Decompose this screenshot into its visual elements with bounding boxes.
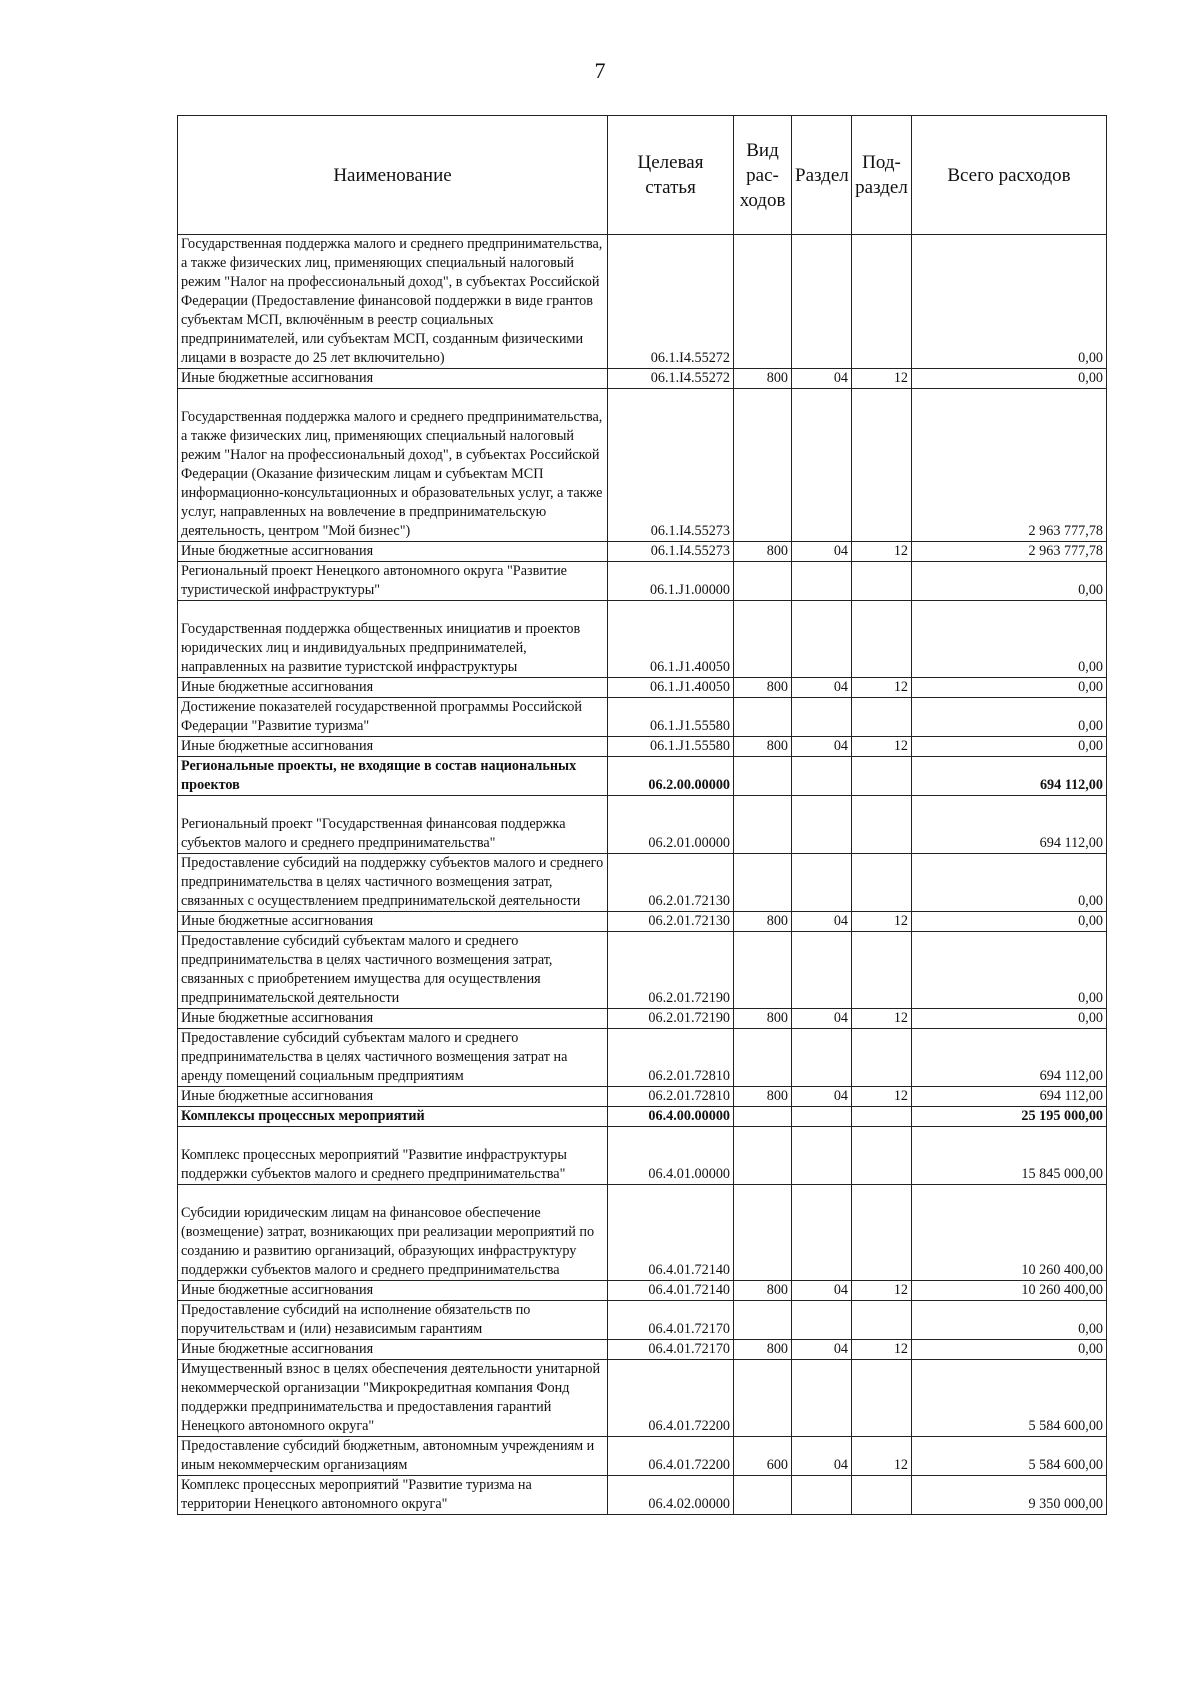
cell-name: Комплекс процессных мероприятий "Развитие инфраструктуры поддержки субъектов малого и среднего предпринимательства" bbox=[178, 1127, 608, 1185]
cell-expense-kind bbox=[734, 854, 792, 912]
cell-total: 15 845 000,00 bbox=[912, 1127, 1107, 1185]
cell-expense-kind: 600 bbox=[734, 1437, 792, 1476]
cell-expense-kind: 800 bbox=[734, 369, 792, 389]
table-row bbox=[178, 1476, 1107, 1515]
cell-expense-kind: 800 bbox=[734, 1340, 792, 1360]
table-row bbox=[178, 389, 1107, 542]
table-row bbox=[178, 678, 1107, 698]
cell-section bbox=[792, 854, 852, 912]
cell-section: 04 bbox=[792, 1437, 852, 1476]
cell-target-code: 06.2.00.00000 bbox=[608, 757, 734, 796]
cell-total: 0,00 bbox=[912, 1009, 1107, 1029]
table-row bbox=[178, 796, 1107, 854]
cell-name: Государственная поддержка малого и среднего предпринимательства, а также физических лиц, применяющих специальный налоговый режим "Налог на профессиональный доход", в субъектах Российской Федерации (Предоставление финансовой поддержки в виде грантов субъектам МСП, включённым в реестр социальных предпринимателей, или субъектам МСП, созданным физическими лицами в возрасте до 25 лет включительно) bbox=[178, 235, 608, 369]
cell-section bbox=[792, 235, 852, 369]
cell-expense-kind: 800 bbox=[734, 912, 792, 932]
cell-total: 0,00 bbox=[912, 235, 1107, 369]
cell-expense-kind: 800 bbox=[734, 678, 792, 698]
cell-section bbox=[792, 389, 852, 542]
cell-total: 694 112,00 bbox=[912, 1029, 1107, 1087]
cell-total: 0,00 bbox=[912, 932, 1107, 1009]
cell-name: Региональный проект Ненецкого автономного округа "Развитие туристической инфраструктуры" bbox=[178, 562, 608, 601]
cell-target-code: 06.4.02.00000 bbox=[608, 1476, 734, 1515]
cell-section bbox=[792, 1301, 852, 1340]
cell-name: Иные бюджетные ассигнования bbox=[178, 737, 608, 757]
cell-subsection bbox=[852, 854, 912, 912]
cell-section bbox=[792, 1107, 852, 1127]
cell-name: Комплекс процессных мероприятий "Развитие туризма на территории Ненецкого автономного округа" bbox=[178, 1476, 608, 1515]
cell-section: 04 bbox=[792, 542, 852, 562]
cell-target-code: 06.2.01.72190 bbox=[608, 932, 734, 1009]
cell-section: 04 bbox=[792, 1340, 852, 1360]
cell-target-code: 06.4.01.72170 bbox=[608, 1301, 734, 1340]
cell-total: 0,00 bbox=[912, 737, 1107, 757]
cell-total: 0,00 bbox=[912, 698, 1107, 737]
cell-subsection bbox=[852, 1029, 912, 1087]
table-row bbox=[178, 1360, 1107, 1437]
cell-section: 04 bbox=[792, 1281, 852, 1301]
cell-section: 04 bbox=[792, 912, 852, 932]
cell-target-code: 06.2.01.72810 bbox=[608, 1087, 734, 1107]
table-row bbox=[178, 912, 1107, 932]
header-target: Целевая статья bbox=[608, 116, 734, 235]
cell-subsection: 12 bbox=[852, 542, 912, 562]
cell-total: 10 260 400,00 bbox=[912, 1185, 1107, 1281]
cell-expense-kind: 800 bbox=[734, 1281, 792, 1301]
cell-subsection bbox=[852, 1360, 912, 1437]
table-row bbox=[178, 1087, 1107, 1107]
cell-name: Иные бюджетные ассигнования bbox=[178, 542, 608, 562]
cell-expense-kind bbox=[734, 1127, 792, 1185]
cell-expense-kind bbox=[734, 562, 792, 601]
table-row bbox=[178, 1185, 1107, 1281]
table-row bbox=[178, 1340, 1107, 1360]
cell-total: 0,00 bbox=[912, 369, 1107, 389]
cell-subsection bbox=[852, 1476, 912, 1515]
header-name: Наименование bbox=[178, 116, 608, 235]
header-subsection: Под- раздел bbox=[852, 116, 912, 235]
cell-name: Имущественный взнос в целях обеспечения деятельности унитарной некоммерческой организации "Микрокредитная компания Фонд поддержки предпринимательства и предоставления гарантий Ненецкого автономного округа" bbox=[178, 1360, 608, 1437]
cell-section bbox=[792, 1127, 852, 1185]
cell-target-code: 06.4.01.72170 bbox=[608, 1340, 734, 1360]
cell-total: 5 584 600,00 bbox=[912, 1360, 1107, 1437]
cell-name: Комплексы процессных мероприятий bbox=[178, 1107, 608, 1127]
header-total: Всего расходов bbox=[912, 116, 1107, 235]
cell-subsection bbox=[852, 1185, 912, 1281]
cell-name: Предоставление субсидий на поддержку субъектов малого и среднего предпринимательства в целях частичного возмещения затрат, связанных с осуществлением предпринимательской деятельности bbox=[178, 854, 608, 912]
cell-target-code: 06.2.01.00000 bbox=[608, 796, 734, 854]
table-row bbox=[178, 1009, 1107, 1029]
cell-total: 0,00 bbox=[912, 912, 1107, 932]
table-row bbox=[178, 562, 1107, 601]
cell-expense-kind: 800 bbox=[734, 542, 792, 562]
cell-section bbox=[792, 1360, 852, 1437]
cell-total: 694 112,00 bbox=[912, 1087, 1107, 1107]
cell-target-code: 06.4.01.72140 bbox=[608, 1281, 734, 1301]
cell-expense-kind: 800 bbox=[734, 1009, 792, 1029]
table-row bbox=[178, 1127, 1107, 1185]
cell-total: 5 584 600,00 bbox=[912, 1437, 1107, 1476]
cell-section: 04 bbox=[792, 1009, 852, 1029]
cell-expense-kind bbox=[734, 601, 792, 678]
cell-name: Региональные проекты, не входящие в состав национальных проектов bbox=[178, 757, 608, 796]
table-row bbox=[178, 932, 1107, 1009]
cell-name: Достижение показателей государственной программы Российской Федерации "Развитие туризма" bbox=[178, 698, 608, 737]
cell-subsection: 12 bbox=[852, 737, 912, 757]
table-row bbox=[178, 542, 1107, 562]
cell-subsection: 12 bbox=[852, 1437, 912, 1476]
table-row bbox=[178, 1281, 1107, 1301]
cell-name: Региональный проект "Государственная финансовая поддержка субъектов малого и среднего предпринимательства" bbox=[178, 796, 608, 854]
cell-expense-kind bbox=[734, 389, 792, 542]
cell-expense-kind: 800 bbox=[734, 737, 792, 757]
cell-subsection: 12 bbox=[852, 912, 912, 932]
cell-name: Иные бюджетные ассигнования bbox=[178, 1340, 608, 1360]
cell-target-code: 06.1.I4.55273 bbox=[608, 542, 734, 562]
cell-total: 25 195 000,00 bbox=[912, 1107, 1107, 1127]
cell-subsection bbox=[852, 932, 912, 1009]
cell-total: 10 260 400,00 bbox=[912, 1281, 1107, 1301]
cell-subsection bbox=[852, 235, 912, 369]
cell-section: 04 bbox=[792, 678, 852, 698]
cell-target-code: 06.4.01.00000 bbox=[608, 1127, 734, 1185]
table-row bbox=[178, 698, 1107, 737]
cell-expense-kind bbox=[734, 1107, 792, 1127]
cell-name: Иные бюджетные ассигнования bbox=[178, 678, 608, 698]
cell-name: Иные бюджетные ассигнования bbox=[178, 1009, 608, 1029]
cell-section bbox=[792, 1476, 852, 1515]
table-row bbox=[178, 854, 1107, 912]
page-number: 7 bbox=[594, 58, 606, 83]
cell-total: 694 112,00 bbox=[912, 757, 1107, 796]
cell-name: Предоставление субсидий бюджетным, автономным учреждениям и иным некоммерческим организациям bbox=[178, 1437, 608, 1476]
cell-name: Предоставление субсидий субъектам малого и среднего предпринимательства в целях частичного возмещения затрат, связанных с приобретением имущества для осуществления предпринимательской деятельности bbox=[178, 932, 608, 1009]
cell-expense-kind bbox=[734, 1476, 792, 1515]
cell-subsection bbox=[852, 1301, 912, 1340]
cell-name: Иные бюджетные ассигнования bbox=[178, 1087, 608, 1107]
cell-expense-kind bbox=[734, 1360, 792, 1437]
cell-subsection bbox=[852, 601, 912, 678]
cell-name: Предоставление субсидий на исполнение обязательств по поручительствам и (или) независимым гарантиям bbox=[178, 1301, 608, 1340]
cell-section bbox=[792, 932, 852, 1009]
cell-section bbox=[792, 1185, 852, 1281]
cell-total: 694 112,00 bbox=[912, 796, 1107, 854]
cell-target-code: 06.1.I4.55272 bbox=[608, 235, 734, 369]
cell-target-code: 06.1.J1.00000 bbox=[608, 562, 734, 601]
cell-total: 0,00 bbox=[912, 562, 1107, 601]
cell-name: Предоставление субсидий субъектам малого и среднего предпринимательства в целях частичного возмещения затрат на аренду помещений социальным предприятиям bbox=[178, 1029, 608, 1087]
cell-subsection: 12 bbox=[852, 1009, 912, 1029]
cell-total: 0,00 bbox=[912, 1340, 1107, 1360]
table-row bbox=[178, 757, 1107, 796]
table-header-row bbox=[178, 116, 1107, 235]
header-section: Раздел bbox=[792, 116, 852, 235]
cell-target-code: 06.4.01.72200 bbox=[608, 1360, 734, 1437]
cell-name: Субсидии юридическим лицам на финансовое обеспечение (возмещение) затрат, возникающих при реализации мероприятий по созданию и развитию организаций, образующих инфраструктуру поддержки субъектов малого и среднего предпринимательства bbox=[178, 1185, 608, 1281]
header-kind: Вид рас- ходов bbox=[734, 116, 792, 235]
cell-subsection bbox=[852, 1107, 912, 1127]
cell-subsection bbox=[852, 796, 912, 854]
cell-section bbox=[792, 698, 852, 737]
cell-name: Иные бюджетные ассигнования bbox=[178, 1281, 608, 1301]
cell-target-code: 06.1.J1.55580 bbox=[608, 698, 734, 737]
cell-section: 04 bbox=[792, 369, 852, 389]
table-row bbox=[178, 235, 1107, 369]
cell-name: Государственная поддержка общественных инициатив и проектов юридических лиц и индивидуальных предпринимателей, направленных на развитие туристской инфраструктуры bbox=[178, 601, 608, 678]
cell-subsection bbox=[852, 389, 912, 542]
cell-subsection: 12 bbox=[852, 1340, 912, 1360]
cell-name: Государственная поддержка малого и среднего предпринимательства, а также физических лиц, применяющих специальный налоговый режим "Налог на профессиональный доход", в субъектах Российской Федерации (Оказание физическим лицам и субъектам МСП информационно-консультационных и образовательных услуг, а также услуг, направленных на вовлечение в предпринимательскую деятельность, центром "Мой бизнес") bbox=[178, 389, 608, 542]
cell-subsection: 12 bbox=[852, 369, 912, 389]
cell-subsection bbox=[852, 562, 912, 601]
table-row bbox=[178, 1029, 1107, 1087]
cell-name: Иные бюджетные ассигнования bbox=[178, 912, 608, 932]
cell-target-code: 06.4.01.72200 bbox=[608, 1437, 734, 1476]
cell-subsection: 12 bbox=[852, 678, 912, 698]
cell-total: 2 963 777,78 bbox=[912, 389, 1107, 542]
cell-section bbox=[792, 1029, 852, 1087]
cell-total: 0,00 bbox=[912, 854, 1107, 912]
budget-table bbox=[177, 115, 1107, 1515]
table-row bbox=[178, 601, 1107, 678]
cell-expense-kind bbox=[734, 757, 792, 796]
cell-expense-kind bbox=[734, 1185, 792, 1281]
cell-section bbox=[792, 757, 852, 796]
cell-target-code: 06.1.I4.55272 bbox=[608, 369, 734, 389]
cell-expense-kind: 800 bbox=[734, 1087, 792, 1107]
table-row bbox=[178, 369, 1107, 389]
cell-section: 04 bbox=[792, 737, 852, 757]
cell-section: 04 bbox=[792, 1087, 852, 1107]
cell-total: 0,00 bbox=[912, 678, 1107, 698]
cell-target-code: 06.2.01.72130 bbox=[608, 854, 734, 912]
cell-target-code: 06.1.I4.55273 bbox=[608, 389, 734, 542]
cell-section bbox=[792, 796, 852, 854]
cell-expense-kind bbox=[734, 1029, 792, 1087]
cell-target-code: 06.4.00.00000 bbox=[608, 1107, 734, 1127]
cell-target-code: 06.1.J1.55580 bbox=[608, 737, 734, 757]
table-row bbox=[178, 1301, 1107, 1340]
cell-subsection bbox=[852, 757, 912, 796]
cell-target-code: 06.1.J1.40050 bbox=[608, 678, 734, 698]
cell-total: 9 350 000,00 bbox=[912, 1476, 1107, 1515]
cell-target-code: 06.2.01.72130 bbox=[608, 912, 734, 932]
cell-name: Иные бюджетные ассигнования bbox=[178, 369, 608, 389]
table-row bbox=[178, 737, 1107, 757]
cell-section bbox=[792, 601, 852, 678]
cell-expense-kind bbox=[734, 698, 792, 737]
cell-subsection: 12 bbox=[852, 1087, 912, 1107]
cell-total: 0,00 bbox=[912, 601, 1107, 678]
cell-subsection bbox=[852, 1127, 912, 1185]
cell-expense-kind bbox=[734, 796, 792, 854]
table-row bbox=[178, 1107, 1107, 1127]
cell-target-code: 06.4.01.72140 bbox=[608, 1185, 734, 1281]
table-row bbox=[178, 1437, 1107, 1476]
cell-expense-kind bbox=[734, 932, 792, 1009]
cell-subsection bbox=[852, 698, 912, 737]
cell-expense-kind bbox=[734, 1301, 792, 1340]
cell-expense-kind bbox=[734, 235, 792, 369]
cell-total: 0,00 bbox=[912, 1301, 1107, 1340]
cell-target-code: 06.1.J1.40050 bbox=[608, 601, 734, 678]
cell-target-code: 06.2.01.72810 bbox=[608, 1029, 734, 1087]
cell-target-code: 06.2.01.72190 bbox=[608, 1009, 734, 1029]
cell-section bbox=[792, 562, 852, 601]
cell-subsection: 12 bbox=[852, 1281, 912, 1301]
cell-total: 2 963 777,78 bbox=[912, 542, 1107, 562]
